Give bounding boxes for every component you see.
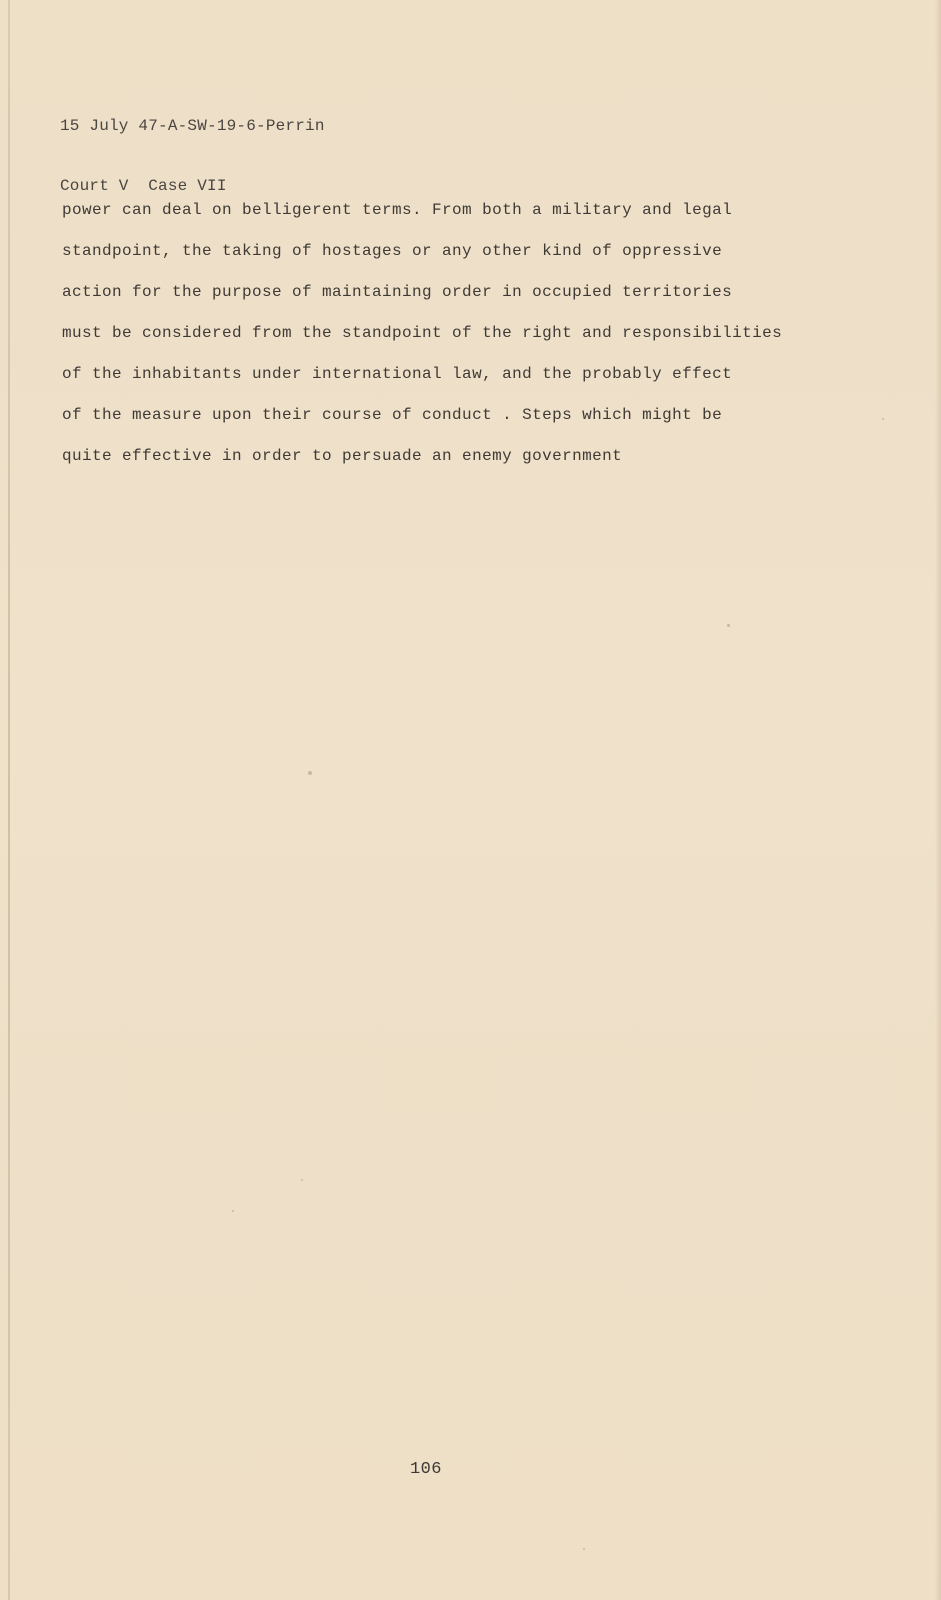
- paper-speck: [308, 771, 312, 775]
- page-left-edge: [8, 0, 10, 1600]
- body-line: quite effective in order to persuade an enemy government: [62, 447, 623, 465]
- page-right-edge: [935, 0, 941, 1600]
- body-line: of the inhabitants under international law, and the probably effect: [62, 365, 733, 383]
- paper-speck: [232, 1210, 234, 1212]
- header-line-date-reference: 15 July 47-A-SW-19-6-Perrin: [60, 117, 325, 135]
- body-text: [62, 190, 822, 477]
- page-number: 106: [410, 1460, 442, 1479]
- body-line: action for the purpose of maintaining order in occupied territories: [62, 283, 733, 301]
- paper-speck: [882, 418, 884, 420]
- body-line: of the measure upon their course of conduct . Steps which might be: [62, 406, 723, 424]
- header-line-court-case: Court V Case VII: [60, 177, 227, 195]
- paper-speck: [727, 624, 730, 627]
- paper-speck: [583, 1548, 585, 1550]
- paper-speck: [301, 1179, 303, 1181]
- body-line: standpoint, the taking of hostages or any other kind of oppressive: [62, 242, 723, 260]
- body-line: must be considered from the standpoint of the right and responsibilities: [62, 324, 783, 342]
- body-line: power can deal on belligerent terms. From both a military and legal: [62, 201, 733, 219]
